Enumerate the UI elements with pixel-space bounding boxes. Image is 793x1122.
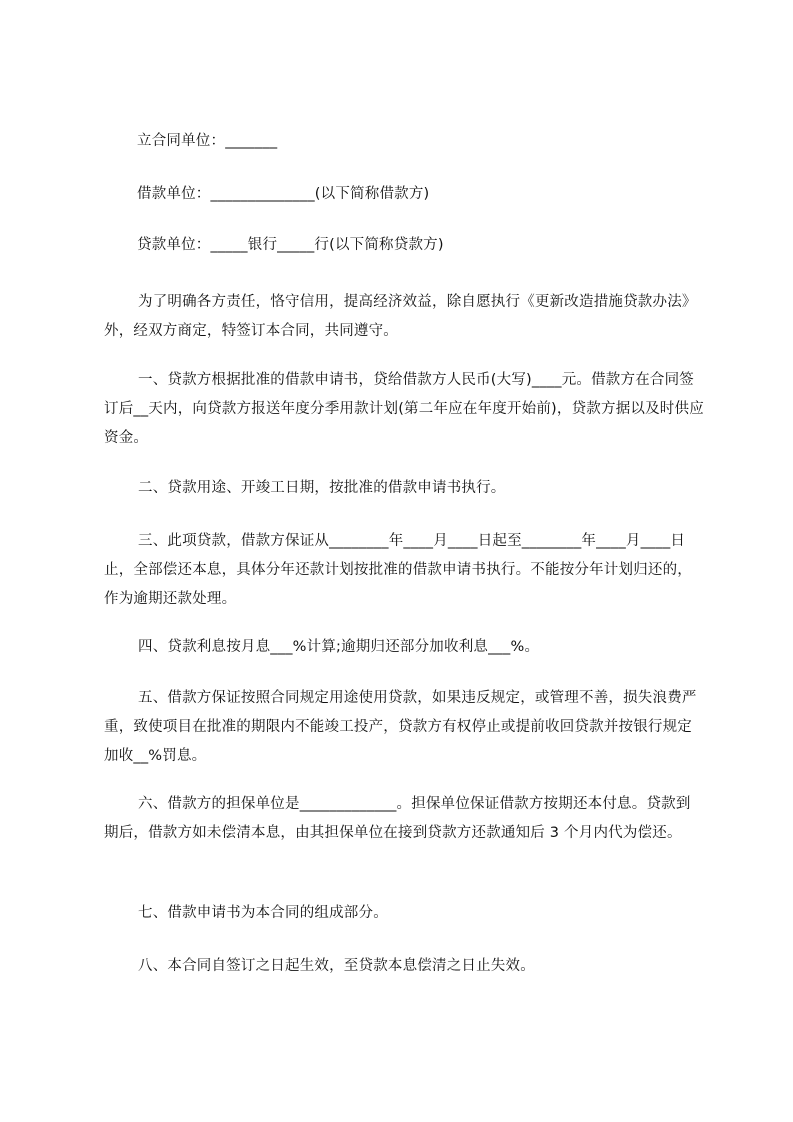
borrower-line: 借款单位：______________(以下简称借款方) xyxy=(137,186,430,202)
clause-5: 五、借款方保证按照合同规定用途使用贷款，如果违反规定，或管理不善，损失浪费严重，致使项目在批准的期限内不能竣工投产，贷款方有权停止或提前收回贷款并按银行规定加收__%罚息。 xyxy=(104,690,697,764)
clause-2: 二、贷款用途、开竣工日期，按批准的借款申请书执行。 xyxy=(138,480,506,496)
preamble-paragraph: 为了明确各方责任，恪守信用，提高经济效益，除自愿执行《更新改造措施贷款办法》外，经双方商定，特签订本合同，共同遵守。 xyxy=(104,294,697,339)
clause-7: 七、借款申请书为本合同的组成部分。 xyxy=(138,905,388,921)
clause-6: 六、借款方的担保单位是_____________。担保单位保证借款方按期还本付息。贷款到期后，借款方如未偿清本息，由其担保单位在接到贷款方还款通知后 3 个月内代为偿还。 xyxy=(104,796,691,841)
clause-3: 三、此项贷款，借款方保证从________年____月____日起至________年____月____日止，全部偿还本息，具体分年还款计划按批准的借款申请书执行。不能按分年计划归还的，作为逾期还款处理。 xyxy=(104,533,692,607)
clause-1: 一、贷款方根据批准的借款申请书，贷给借款方人民币(大写)____元。借款方在合同签订后__天内，向贷款方报送年度分季用款计划(第二年应在年度开始前)，贷款方据以及时供应资金。 xyxy=(104,372,704,446)
clause-8: 八、本合同自签订之日起生效，至贷款本息偿清之日止失效。 xyxy=(138,958,535,974)
clause-4: 四、贷款利息按月息___%计算;逾期归还部分加收利息___%。 xyxy=(138,639,540,655)
contract-party-line: 立合同单位：_______ xyxy=(137,133,278,149)
lender-line: 贷款单位：_____银行_____行(以下简称贷款方) xyxy=(137,237,444,253)
